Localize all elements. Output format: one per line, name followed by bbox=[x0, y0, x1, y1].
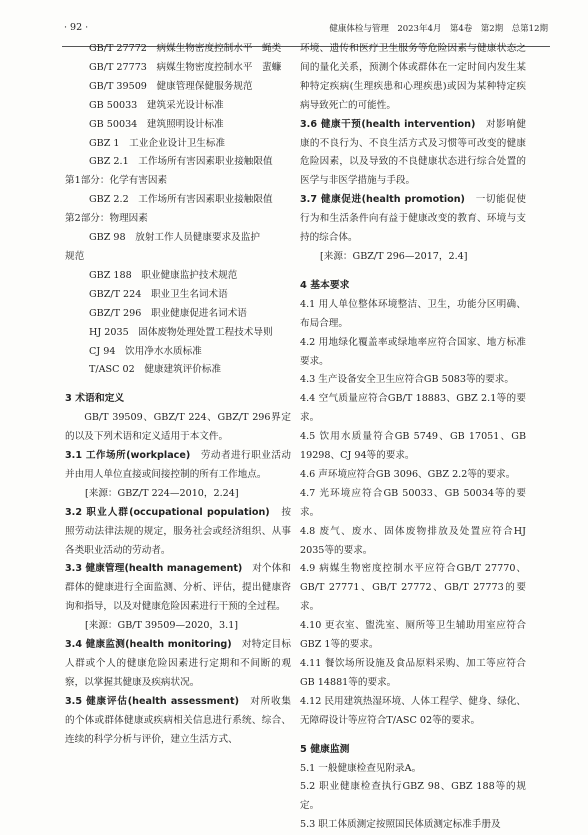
term-definition: 劳动者进行职业活动并由用人单位直接或间接控制的所有工作地点。 bbox=[65, 450, 292, 480]
term-heading: 3.7 健康促进(health promotion) bbox=[300, 194, 465, 206]
reference-item-continuation: 规范 bbox=[65, 250, 85, 262]
term-3-6 bbox=[300, 116, 526, 192]
requirement-item: 4.10 更衣室、盥洗室、厕所等卫生辅助用室应符合GBZ 1等的要求。 bbox=[300, 620, 526, 651]
term-heading: 3.4 健康监测(health monitoring) bbox=[65, 639, 232, 651]
term-3-5-continuation: 环境、遗传和医疗卫生服务等危险因素与健康状态之间的量化关系，预测个体或群体在一定时间内发生某种特定疾病(生理疾患和心理疾患)或因为某种特定疾病导致死亡的可能性。 bbox=[300, 43, 526, 111]
spacer bbox=[300, 731, 526, 741]
page-number: · 92 · bbox=[64, 22, 89, 33]
reference-item: GBZ 98 放射工作人员健康要求及监护 bbox=[89, 232, 260, 244]
reference-item: GBZ 188 职业健康监护技术规范 bbox=[89, 269, 238, 281]
term-heading: 3.5 健康评估(health assessment) bbox=[65, 695, 239, 707]
requirement-item: 4.1 用人单位整体环境整洁、卫生，功能分区明确、布局合理。 bbox=[300, 298, 526, 329]
requirement-item: 4.12 民用建筑热湿环境、人体工程学、健身、绿化、无障碍设计等应符合T/ASC 02等的要求。 bbox=[300, 695, 526, 726]
left-column bbox=[65, 40, 291, 750]
term-heading: 3.6 健康干预(health intervention) bbox=[300, 118, 476, 130]
term-definition: 对所收集的个体或群体健康或疾病相关信息进行系统、综合、连续的科学分析与评价，建立生活方式、 bbox=[65, 695, 292, 745]
journal-running-title: 健康体检与管理 2023年4月 第4卷 第2期 总第12期 bbox=[329, 24, 548, 34]
reference-item: GB 50034 建筑照明设计标准 bbox=[89, 118, 224, 130]
term-definition: 一切能促使行为和生活条件向有益于健康改变的教育、环境与支持的综合体。 bbox=[300, 194, 526, 244]
term-heading: 3.1 工作场所(workplace) bbox=[65, 450, 191, 462]
page-header bbox=[0, 14, 588, 34]
reference-item: GB 50033 建筑采光设计标准 bbox=[89, 99, 224, 111]
term-heading: 3.2 职业人群(occupational population) bbox=[65, 506, 270, 518]
monitoring-item: 5.3 职工体质测定按照国民体质测定标准手册及 bbox=[300, 819, 501, 831]
reference-item: GBZ 2.1 工作场所有害因素职业接触限值 bbox=[89, 156, 273, 168]
term-3-5 bbox=[65, 693, 291, 750]
term-heading: 3.3 健康管理(health management) bbox=[65, 563, 243, 575]
reference-item-continuation: 第2部分：物理因素 bbox=[65, 213, 148, 225]
reference-item: GBZ/T 224 职业卫生名词术语 bbox=[89, 288, 228, 300]
term-3-7 bbox=[300, 191, 526, 248]
requirement-item: 4.3 生产设备安全卫生应符合GB 5083等的要求。 bbox=[300, 374, 514, 386]
requirement-item: 4.6 声环境应符合GB 3096、GBZ 2.2等的要求。 bbox=[300, 468, 516, 480]
term-source: [来源：GBZ/T 224—2010，2.24] bbox=[85, 487, 239, 499]
term-definition: 对特定目标人群或个人的健康危险因素进行定期和不间断的观察，以掌握其健康及疾病状况。 bbox=[65, 639, 292, 688]
term-source: [来源：GBZ/T 296—2017，2.4] bbox=[320, 250, 468, 262]
section-5-heading: 5 健康监测 bbox=[300, 743, 350, 755]
section-3-heading: 3 术语和定义 bbox=[65, 393, 125, 405]
term-3-1 bbox=[65, 447, 291, 485]
requirement-item: 4.9 病媒生物密度控制水平应符合GB/T 27770、GB/T 27771、GB/T 27772、GB/T 27773的要求。 bbox=[300, 563, 526, 613]
reference-item-continuation: 第1部分：化学有害因素 bbox=[65, 175, 168, 187]
requirement-item: 4.2 用地绿化覆盖率或绿地率应符合国家、地方标准要求。 bbox=[300, 336, 526, 367]
reference-item: GB/T 27772 病媒生物密度控制水平 蝇类 bbox=[89, 43, 282, 54]
spacer bbox=[300, 267, 526, 277]
requirement-item: 4.8 废气、废水、固体废物排放及处置应符合HJ 2035等的要求。 bbox=[300, 525, 526, 556]
requirement-item: 4.7 光环境应符合GB 50033、GB 50034等的要求。 bbox=[300, 487, 526, 518]
requirement-item: 4.11 餐饮场所设施及食品原料采购、加工等应符合GB 14881等的要求。 bbox=[300, 658, 526, 688]
term-3-2 bbox=[65, 504, 291, 561]
reference-item: GBZ 2.2 工作场所有害因素职业接触限值 bbox=[89, 194, 273, 206]
term-3-3 bbox=[65, 560, 291, 617]
term-source: [来源：GB/T 39509—2020，3.1] bbox=[85, 620, 239, 632]
right-column bbox=[300, 40, 526, 835]
term-3-4 bbox=[65, 636, 291, 693]
term-definition: 对影响健康的不良行为、不良生活方式及习惯等可改变的健康危险因素，以及导致的不良健康状态进行综合处置的医学与非医学措施与手段。 bbox=[300, 118, 527, 187]
monitoring-item: 5.2 职业健康检查执行GBZ 98、GBZ 188等的规定。 bbox=[300, 781, 526, 812]
reference-item: HJ 2035 固体废物处理处置工程技术导则 bbox=[89, 326, 273, 338]
requirement-item: 4.5 饮用水质量符合GB 5749、GB 17051、GB 19298、CJ 94等的要求。 bbox=[300, 431, 526, 462]
reference-item: T/ASC 02 健康建筑评价标准 bbox=[89, 364, 222, 376]
reference-item: GBZ 1 工业企业设计卫生标准 bbox=[89, 137, 226, 149]
reference-item: CJ 94 饮用净水水质标准 bbox=[89, 345, 202, 357]
section-4-heading: 4 基本要求 bbox=[300, 279, 350, 291]
reference-item: GBZ/T 296 职业健康促进名词术语 bbox=[89, 307, 247, 319]
reference-item: GB/T 39509 健康管理保健服务规范 bbox=[89, 80, 253, 92]
term-definition: 按照劳动法律法规的规定，服务社会或经济组织、从事各类职业活动的劳动者。 bbox=[65, 506, 292, 556]
spacer bbox=[65, 380, 291, 390]
requirement-item: 4.4 空气质量应符合GB/T 18883、GBZ 2.1等的要求。 bbox=[300, 393, 526, 424]
section-3-intro: GB/T 39509、GBZ/T 224、GBZ/T 296界定的以及下列术语和定义适用于本文件。 bbox=[65, 412, 291, 443]
term-definition: 对个体和群体的健康进行全面监测、分析、评估，提出健康咨询和指导，以及对健康危险因素进行干预的全过程。 bbox=[65, 563, 292, 613]
reference-item: GB/T 27773 病媒生物密度控制水平 蜚蠊 bbox=[89, 61, 282, 73]
monitoring-item: 5.1 一般健康检查见附录A。 bbox=[300, 762, 422, 774]
